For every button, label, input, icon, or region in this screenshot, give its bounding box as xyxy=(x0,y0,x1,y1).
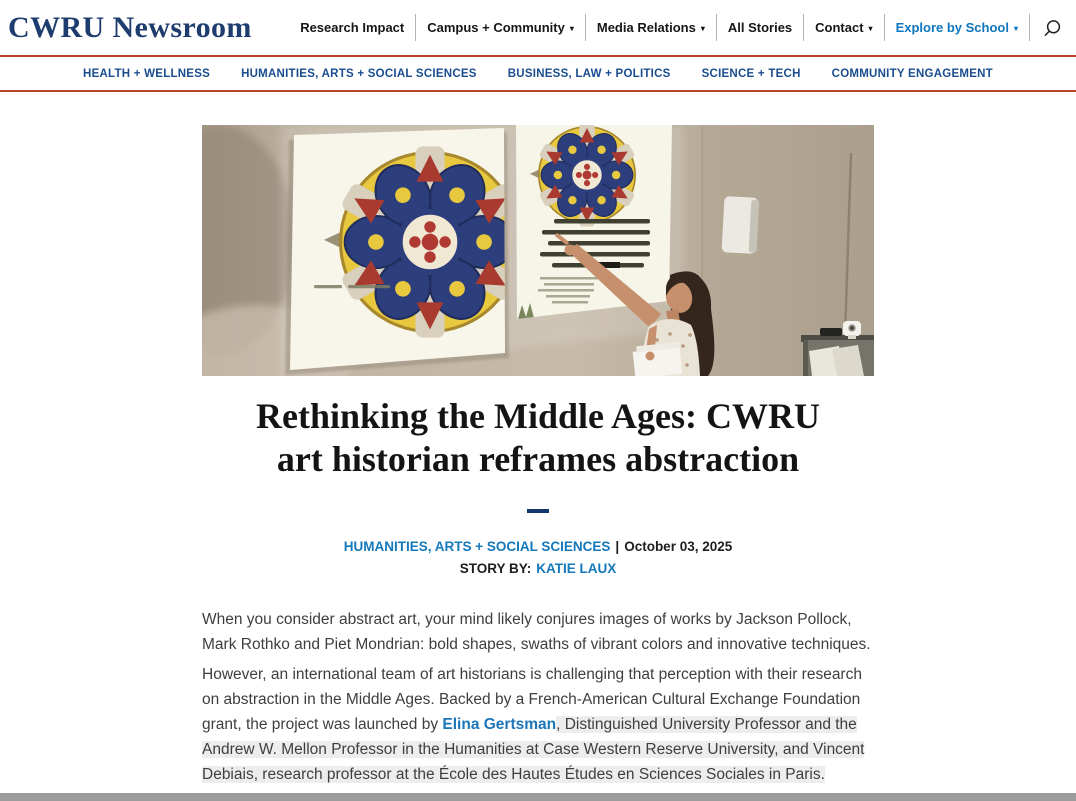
article-category-link[interactable]: HUMANITIES, ARTS + SOCIAL SCIENCES xyxy=(343,539,611,555)
nav-item-label: Research Impact xyxy=(300,20,405,35)
search-icon xyxy=(1042,19,1062,39)
catnav-item-science-tech[interactable]: SCIENCE + TECH xyxy=(701,67,801,80)
primary-nav xyxy=(289,14,1066,41)
article-title-line2: art historian reframes abstraction xyxy=(276,439,800,480)
site-logo[interactable]: CWRU Newsroom xyxy=(8,10,252,44)
article-meta xyxy=(202,539,874,554)
nav-item-media-relations[interactable] xyxy=(586,20,716,35)
site-header xyxy=(0,0,1076,57)
nav-item-label: Campus + Community xyxy=(427,20,565,35)
nav-item-label: Media Relations xyxy=(596,20,696,35)
title-divider xyxy=(527,509,549,513)
footer-bar xyxy=(0,793,1076,801)
meta-separator: | xyxy=(615,539,620,555)
article-main xyxy=(202,125,874,787)
author-link[interactable]: KATIE LAUX xyxy=(536,561,617,577)
paragraph-1: When you consider abstract art, your mind likely conjures images of works by Jackson Pollock, Mark Rothko and Piet Mondrian: bold shapes, swaths of vibrant colors and innovative techniques. xyxy=(202,611,871,654)
nav-item-research-impact[interactable] xyxy=(289,20,415,35)
highlighted-text: , Distinguished University Professor and the Andrew W. Mellon Professor in the Humanities at Case Western Reserve University, and Vincent Debiais, research professor at the École des Hautes Études en Sciences Sociales in Paris. xyxy=(202,716,865,784)
catnav-item-humanities-arts-social-sciences[interactable]: HUMANITIES, ARTS + SOCIAL SCIENCES xyxy=(241,67,477,80)
chevron-down-icon: ▾ xyxy=(569,23,574,33)
category-nav xyxy=(0,57,1076,92)
chevron-down-icon: ▾ xyxy=(1013,23,1018,33)
catnav-item-business-law-politics[interactable]: BUSINESS, LAW + POLITICS xyxy=(507,67,671,80)
chevron-down-icon: ▾ xyxy=(700,23,705,33)
search-button[interactable] xyxy=(1030,17,1066,39)
catnav-item-community-engagement[interactable]: COMMUNITY ENGAGEMENT xyxy=(831,67,993,80)
nav-item-explore-by-school[interactable] xyxy=(885,20,1029,35)
article-byline xyxy=(202,561,874,576)
paragraph-2-lead: However, an international team of art historians is challenging that perception with their research on abstraction in the Middle Ages. Backed by a French-American Cultural Exchange Foundation grant, the project was launched by xyxy=(202,666,862,734)
hero-image xyxy=(202,125,874,376)
story-by-label: STORY BY: xyxy=(459,561,532,577)
article-date: October 03, 2025 xyxy=(624,539,733,555)
nav-item-contact[interactable] xyxy=(804,20,883,35)
nav-item-label: All Stories xyxy=(727,20,793,35)
chevron-down-icon: ▾ xyxy=(868,23,873,33)
article-title-line1: Rethinking the Middle Ages: CWRU xyxy=(255,396,821,436)
catnav-item-health-wellness[interactable]: HEALTH + WELLNESS xyxy=(83,67,211,80)
nav-item-label: Explore by School xyxy=(895,20,1009,35)
nav-item-all-stories[interactable] xyxy=(717,20,803,35)
article-title xyxy=(202,395,874,481)
elina-gertsman-link[interactable]: Elina Gertsman xyxy=(442,716,557,734)
nav-item-label: Contact xyxy=(815,20,864,35)
paragraph-2 xyxy=(202,662,874,787)
nav-item-campus-community[interactable] xyxy=(416,20,585,35)
